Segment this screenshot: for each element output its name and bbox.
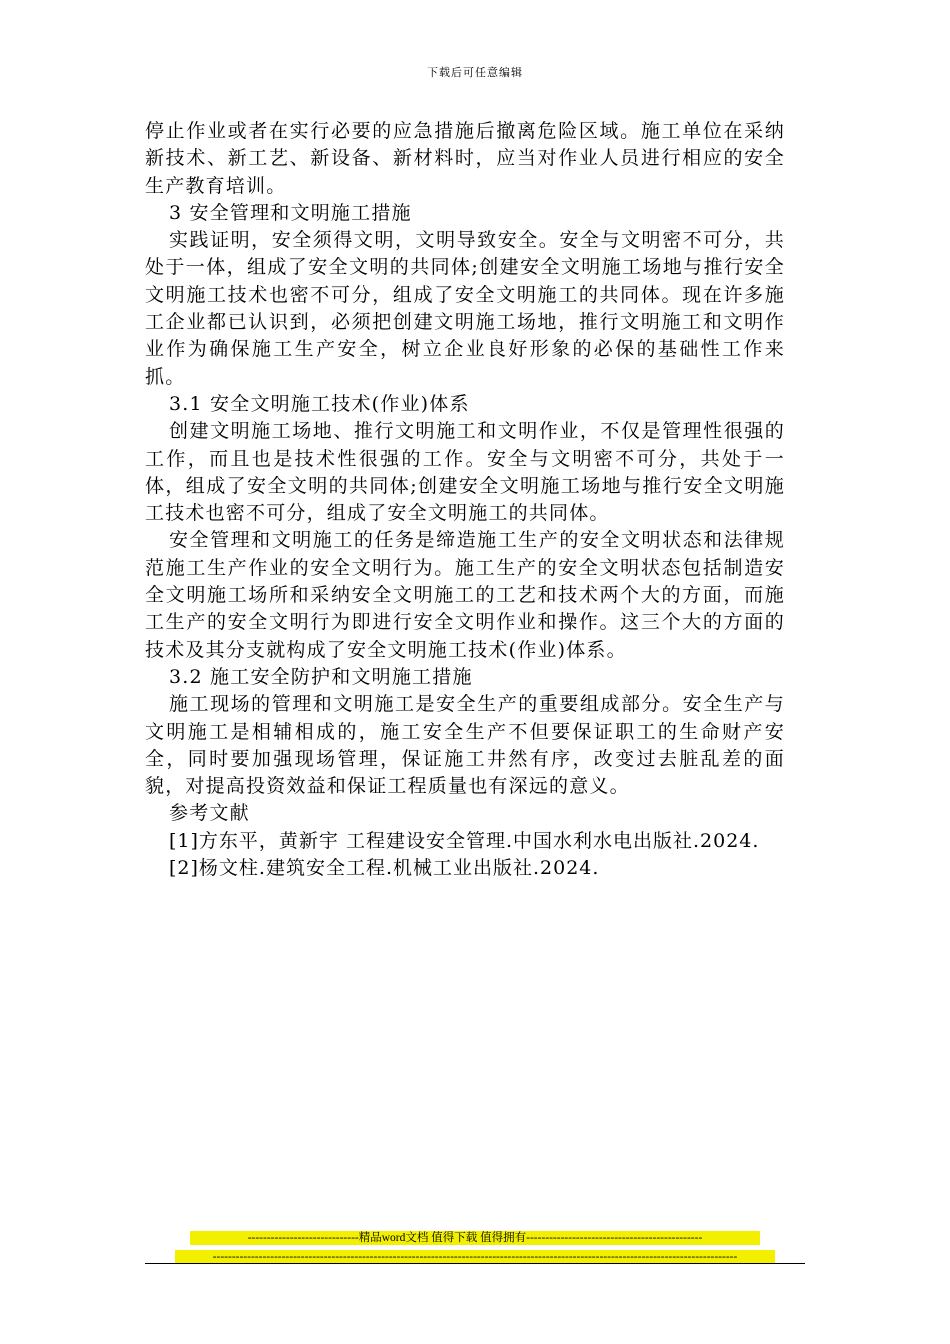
reference-item: [1]方东平，黄新宇 工程建设安全管理.中国水利水电出版社.2024.: [169, 829, 760, 852]
footer-banner-line: -----------------------------精品word文档 值得下载 值得拥有----------------------------------------------: [190, 1231, 760, 1245]
header-note: 下载后可任意编辑: [427, 66, 523, 79]
paragraph-site-management: 施工现场的管理和文明施工是安全生产的重要组成部分。安全生产与文明施工是相辅相成的，施工安全生产不但要保证职工的生命财产安全，同时要加强现场管理，保证施工井然有序，改变过去脏乱差的面貌，对提高投资效益和保证工程质量也有深远的意义。: [145, 693, 785, 798]
footer-divider: [145, 1263, 805, 1264]
paragraph-practice: 实践证明，安全须得文明，文明导致安全。安全与文明密不可分，共处于一体，组成了安全文明的共同体;创建安全文明施工场地与推行安全文明施工技术也密不可分，组成了安全文明施工的共同体。现在许多施工企业都已认识到，必须把创建文明施工场地，推行文明施工和文明作业作为确保施工生产安全，树立企业良好形象的必保的基础性工作来抓。: [145, 229, 785, 388]
section-heading-3-1: 3.1 安全文明施工技术(作业)体系: [169, 392, 470, 415]
references-title: 参考文献: [169, 802, 250, 825]
footer-banner-line: -----------------------------------------------------------------------------------------------------------------------------------------: [175, 1250, 775, 1264]
paragraph-tasks: 安全管理和文明施工的任务是缔造施工生产的安全文明状态和法律规范施工生产作业的安全文明行为。施工生产的安全文明状态包括制造安全文明施工场所和采纳安全文明施工的工艺和技术两个大的方面，而施工生产的安全文明行为即进行安全文明作业和操作。这三个大的方面的技术及其分支就构成了安全文明施工技术(作业)体系。: [145, 529, 785, 661]
document-body: [145, 118, 785, 882]
section-heading-3: 3 安全管理和文明施工措施: [169, 201, 412, 224]
reference-item: [2]杨文柱.建筑安全工程.机械工业出版社.2024.: [169, 857, 600, 880]
section-heading-3-2: 3.2 施工安全防护和文明施工措施: [169, 665, 473, 688]
paragraph-continued: 停止作业或者在实行必要的应急措施后撤离危险区域。施工单位在采纳新技术、新工艺、新设备、新材料时，应当对作业人员进行相应的安全生产教育培训。: [145, 120, 785, 197]
paragraph-system: 创建文明施工场地、推行文明施工和文明作业，不仅是管理性很强的工作，而且也是技术性很强的工作。安全与文明密不可分，共处于一体，组成了安全文明的共同体;创建安全文明施工场地与推行安全文明施工技术也密不可分，组成了安全文明施工的共同体。: [145, 420, 785, 525]
